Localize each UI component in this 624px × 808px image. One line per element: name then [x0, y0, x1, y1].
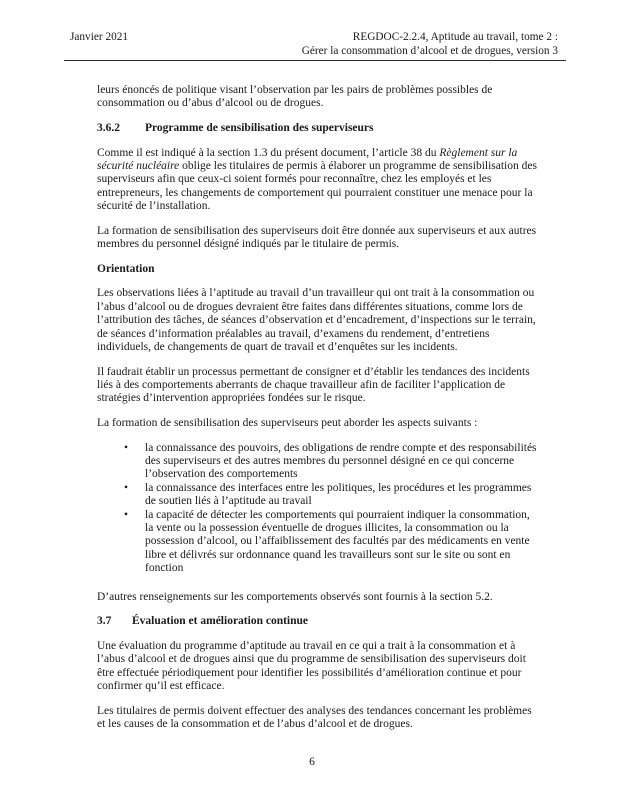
section-number: 3.6.2 — [97, 122, 120, 134]
bullet-text: la capacité de détecter les comportements qui pourraient indiquer la consommation, la vente ou la possession éventuelle de drogues illicites, la consommation ou la possession d’alcool, ou l’affaiblissement des facultés par des médicaments en vente libre et délivrés sur ordonnance quand les travailleurs sont sur le site ou sont en fonction — [145, 508, 530, 575]
paragraph-autres-renseignements: D’autres renseignements sur les comportements observés sont fournis à la section 5.2. — [97, 590, 493, 603]
document-body — [97, 84, 540, 743]
section-heading-3-6-2 — [97, 122, 540, 135]
paragraph-reglement-post: oblige les titulaires de permis à élaborer un programme de sensibilisation des superviseurs afin que ceux-ci soient formés pour reconnaître, chez les employés et les entrepreneurs, les changements de comportement qui pourraient constituer une menace pour la sécurité de l’installation. — [97, 160, 537, 213]
header-title-line1: REGDOC-2.2.4, Aptitude au travail, tome 2 : — [352, 31, 558, 43]
bullet-icon: • — [124, 508, 129, 521]
header-rule — [64, 60, 566, 61]
section-title: Évaluation et amélioration continue — [132, 615, 309, 628]
header-title-line2: Gérer la consommation d’alcool et de drogues, version 3 — [301, 44, 558, 57]
page-header — [70, 31, 558, 58]
paragraph-observations: Les observations liées à l’aptitude au travail d’un travailleur qui ont trait à la consommation ou l’abus d’alcool ou de drogues devraient être faites dans différentes situations, comme lors de l’attribution des tâches, de séances d’observation et d’encadrement, d’inspections sur le terrain, de séances d’information préalables au travail, d’examens du rendement, d’entretiens individuels, de changements de quart de travail et d’enquêtes sur les incidents. — [97, 287, 536, 354]
header-date: Janvier 2021 — [70, 31, 129, 43]
list-item — [97, 509, 540, 576]
orientation-heading: Orientation — [97, 262, 155, 275]
section-number: 3.7 — [97, 615, 112, 628]
section-heading-3-7 — [97, 615, 540, 628]
page-footer — [0, 756, 624, 769]
list-item — [97, 482, 540, 509]
paragraph-intro-continuation: leurs énoncés de politique visant l’observation par les pairs de problèmes possibles de consommation ou d’abus d’alcool ou de drogues. — [97, 84, 493, 110]
paragraph-processus: Il faudrait établir un processus permettant de consigner et d’établir les tendances des incidents liés à des comportements aberrants de chaque travailleur afin de faciliter l’application de stratégies d’intervention appropriées fondées sur le risque. — [97, 365, 530, 405]
list-item — [97, 442, 540, 482]
bullet-icon: • — [124, 481, 129, 494]
bullet-text: la connaissance des interfaces entre les politiques, les procédures et les programmes de soutien liés à l’aptitude au travail — [145, 481, 532, 508]
paragraph-reglement — [97, 147, 540, 214]
reglement-italic-title: Règlement sur la sécurité nucléaire — [97, 146, 518, 172]
paragraph-reglement-pre: Comme il est indiqué à la section 1.3 du présent document, l’article 38 du — [97, 146, 440, 159]
bullet-text: la connaissance des pouvoirs, des obligations de rendre compte et des responsabilités des superviseurs et des autres membres du personnel désigné en ce qui concerne l’observation des comportements — [145, 441, 537, 481]
paragraph-titulaires: Les titulaires de permis doivent effectuer des analyses des tendances concernant les problèmes et les causes de la consommation et de l’abus d’alcool et de drogues. — [97, 704, 532, 731]
bullet-icon: • — [124, 441, 129, 454]
section-title: Programme de sensibilisation des superviseurs — [145, 122, 374, 134]
header-title — [302, 31, 558, 58]
paragraph-aspects-intro: La formation de sensibilisation des superviseurs peut aborder les aspects suivants : — [97, 417, 478, 430]
paragraph-formation: La formation de sensibilisation des superviseurs doit être donnée aux superviseurs et aux autres membres du personnel désigné indiqués par le titulaire de permis. — [97, 224, 537, 251]
aspects-bullet-list — [97, 442, 540, 576]
paragraph-evaluation: Une évaluation du programme d’aptitude au travail en ce qui a trait à la consommation et à l’abus d’alcool et de drogues ainsi que du programme de sensibilisation des superviseurs doit être effectuée périodiquement pour identifier les possibilités d’amélioration continue et pour confirmer qu’il est efficace. — [97, 639, 526, 693]
page-number: 6 — [309, 756, 315, 768]
